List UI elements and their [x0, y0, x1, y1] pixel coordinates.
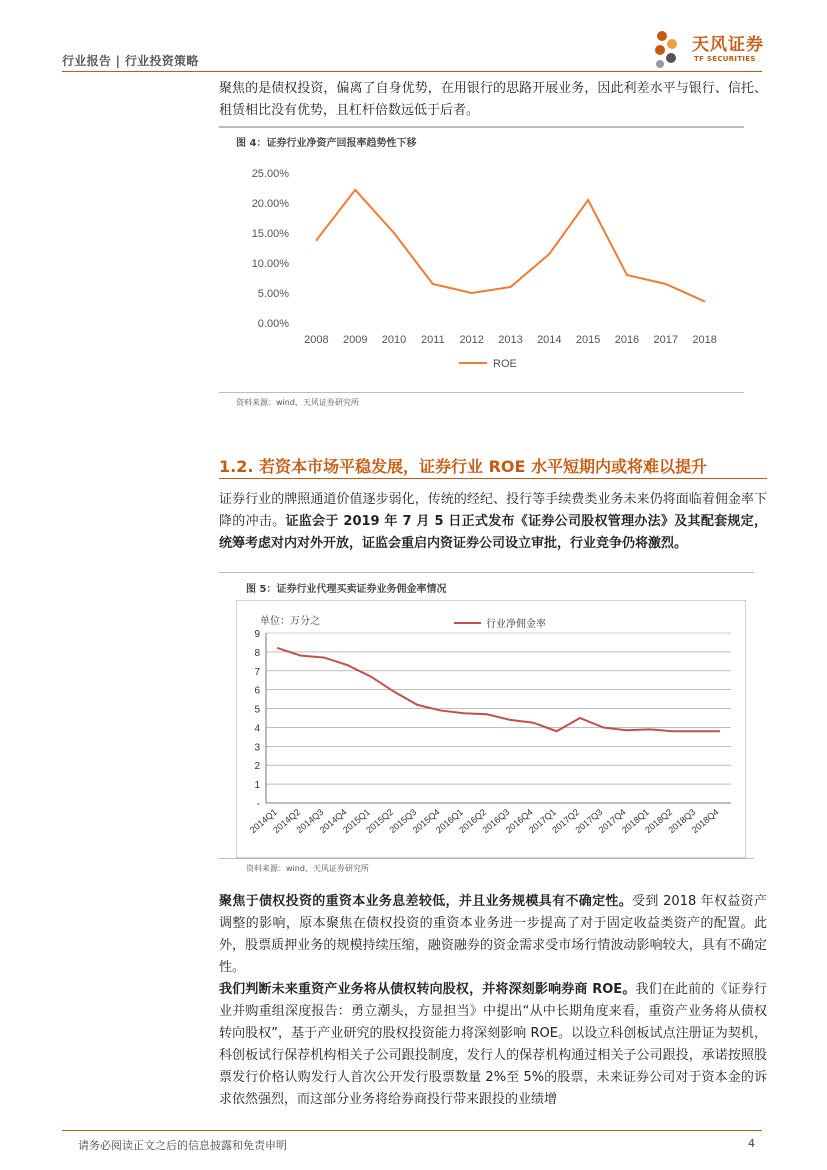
figure-5-source: 资料来源：wind、天风证券研究所	[246, 864, 369, 873]
roe-data-point	[432, 283, 434, 285]
x-tick-label: 2016	[614, 334, 640, 346]
x-tick-label: 2015Q4	[410, 806, 442, 836]
x-tick-label: 2017Q2	[550, 806, 582, 836]
header-divider	[62, 71, 762, 72]
legend-label: 行业净佣金率	[486, 619, 546, 630]
x-tick-label: 2014	[537, 334, 562, 346]
figure-4-bottom-rule	[219, 392, 744, 393]
y-tick-label: 4	[254, 723, 260, 735]
y-tick-label: 5.00%	[257, 288, 289, 300]
x-tick-label: 2018Q3	[666, 806, 698, 836]
y-tick-label: 2	[254, 761, 260, 773]
commission-data-point	[440, 710, 442, 712]
roe-data-point	[354, 189, 356, 191]
x-tick-label: 2016Q2	[457, 806, 489, 836]
brand-name-cn: 天风证券	[692, 35, 764, 55]
roe-data-point	[587, 199, 589, 201]
paragraph-3-bold: 我们判断未来重资产业务将从债权转向股权，并将深刻影响券商 ROE。	[219, 982, 636, 997]
y-tick-label: 5	[254, 704, 260, 716]
x-tick-label: 2018Q4	[689, 806, 721, 836]
roe-data-point	[316, 239, 318, 241]
roe-data-point	[626, 274, 628, 276]
y-tick-label: 1	[254, 780, 260, 792]
x-tick-label: 2017Q1	[526, 806, 558, 836]
commission-data-point	[626, 729, 628, 731]
y-tick-label: 20.00%	[251, 198, 289, 210]
x-tick-label: 2016Q4	[503, 806, 535, 836]
roe-data-point	[549, 253, 551, 255]
footer-disclaimer: 请务必阅读正文之后的信息披露和免责申明	[78, 1139, 287, 1152]
paragraph-2-bold: 聚焦于债权投资的重资本业务息差较低，并且业务规模具有不确定性。	[219, 894, 633, 909]
paragraph-3-normal: 我们在此前的《证券行业并购重组深度报告：勇立潮头，方显担当》中提出“从中长期角度来看，重资产业务将从债权转向股权”，基于产业研究的股权投资能力将深刻影响 ROE。以设立科创板试点注册证为契机，科创板试行保荐机构相关子公司跟投制度，发行人的保荐机构通过相关子公司跟投，承诺按照股票发行价格认购发行人首次公开发行股票数量 2%至 5%的股票，未来证券公司对于资本金的诉求依然强烈，而这部分业务将给券商投行带来跟投的业绩增	[219, 982, 767, 1107]
x-tick-label: 2011	[421, 334, 445, 346]
roe-data-point	[393, 232, 395, 234]
paragraph-3	[219, 979, 767, 1111]
commission-rate-chart	[236, 600, 746, 858]
figure-5-title: 图 5：证券行业代理买卖证券业务佣金率情况	[246, 584, 447, 595]
section-underline	[219, 478, 767, 479]
paragraph-1-normal: 证券行业的牌照通道价值逐步弱化，传统的经纪、投行等手续费类业务未来仍将面临着佣金率下降的冲击。	[219, 492, 767, 529]
commission-data-point	[323, 657, 325, 659]
x-tick-label: 2017Q4	[596, 806, 628, 836]
y-tick-label: 10.00%	[251, 258, 289, 270]
x-tick-label: 2013	[498, 334, 523, 346]
x-tick-label: 2017	[653, 334, 679, 346]
x-tick-label: 2016Q3	[480, 806, 512, 836]
y-tick-label: 9	[254, 629, 260, 640]
figure-5-top-rule	[219, 572, 754, 573]
roe-data-point	[471, 292, 473, 294]
commission-data-point	[370, 676, 372, 678]
legend-label: ROE	[493, 358, 517, 370]
x-tick-label: 2016Q1	[433, 806, 465, 836]
x-tick-label: 2014Q4	[317, 806, 349, 836]
figure-4-title: 图 4：证券行业净资产回报率趋势性下移	[236, 138, 417, 149]
roe-series-line	[316, 190, 704, 302]
x-tick-label: 2015	[575, 334, 601, 346]
x-tick-label: 2018Q1	[619, 806, 651, 836]
brand-name-en: TF SECURITIES	[694, 55, 756, 63]
commission-data-point	[695, 730, 697, 732]
commission-data-point	[300, 655, 302, 657]
x-tick-label: 2010	[381, 334, 407, 346]
x-tick-label: 2014Q1	[247, 806, 279, 836]
commission-data-point	[719, 730, 721, 732]
y-tick-label: 3	[254, 742, 260, 754]
x-tick-label: 2015Q1	[340, 806, 372, 836]
report-category: 行业报告 | 行业投资策略	[62, 54, 199, 68]
x-tick-label: 2015Q3	[387, 806, 419, 836]
commission-data-point	[579, 717, 581, 719]
x-tick-label: 2012	[459, 334, 484, 346]
commission-data-point	[463, 712, 465, 714]
y-tick-label: 8	[254, 647, 260, 659]
commission-data-point	[533, 722, 535, 724]
x-tick-label: 2008	[304, 334, 329, 346]
paragraph-1-bold: 证监会于 2019 年 7 月 5 日正式发布《证券公司股权管理办法》及其配套规定，统筹考虑对内对外开放，证监会重启内资证券公司设立审批，行业竞争仍将激烈。	[219, 514, 767, 551]
footer-divider	[62, 1130, 762, 1131]
paragraph-1	[219, 489, 767, 555]
roe-line-chart	[219, 148, 744, 393]
commission-data-point	[649, 729, 651, 731]
commission-data-point	[416, 704, 418, 706]
y-tick-label: 25.00%	[251, 168, 289, 180]
x-tick-label: 2018Q2	[643, 806, 675, 836]
figure-4-source: 资料来源：wind、天风证券研究所	[236, 398, 359, 407]
x-tick-label: 2009	[342, 334, 368, 346]
figure-5-bottom-rule	[219, 858, 754, 859]
commission-data-point	[347, 664, 349, 666]
section-title: 1.2. 若资本市场平稳发展，证券行业 ROE 水平短期内或将难以提升	[219, 457, 707, 476]
intro-paragraph: 聚焦的是债权投资，偏离了自身优势，在用银行的思路开展业务，因此利差水平与银行、信托、租赁相比没有优势，且杠杆倍数远低于后者。	[219, 81, 767, 118]
logo-mark-icon	[650, 28, 690, 70]
commission-data-point	[509, 719, 511, 721]
page-number: 4	[748, 1137, 755, 1150]
figure-4-top-rule	[219, 126, 744, 128]
y-tick-label: 0.00%	[257, 318, 289, 330]
x-tick-label: 2018	[692, 334, 717, 346]
commission-data-point	[672, 730, 674, 732]
y-tick-label: 15.00%	[251, 228, 289, 240]
roe-data-point	[665, 283, 667, 285]
x-tick-label: 2014Q3	[294, 806, 326, 836]
paragraph-2-normal: 受到 2018 年权益资产调整的影响，原本聚焦在债权投资的重资本业务进一步提高了对于固定收益类资产的配置。此外，股票质押业务的规模持续压缩，融资融券的资金需求受市场行情波动影响较大，具有不确定性。	[219, 894, 767, 975]
x-tick-label: 2015Q2	[364, 806, 396, 836]
y-axis-unit: 单位：万分之	[260, 616, 320, 627]
commission-data-point	[393, 691, 395, 693]
commission-data-point	[277, 647, 279, 649]
y-tick-label: 7	[254, 666, 260, 678]
x-tick-label: 2017Q3	[573, 806, 605, 836]
y-tick-label: 6	[254, 685, 260, 697]
y-tick-label: -	[256, 799, 260, 810]
commission-data-point	[556, 730, 558, 732]
brand-logo	[650, 28, 690, 70]
commission-data-point	[602, 727, 604, 729]
roe-data-point	[510, 286, 512, 288]
commission-data-point	[486, 713, 488, 715]
x-tick-label: 2014Q2	[271, 806, 303, 836]
roe-data-point	[704, 301, 706, 303]
paragraph-2	[219, 891, 767, 979]
